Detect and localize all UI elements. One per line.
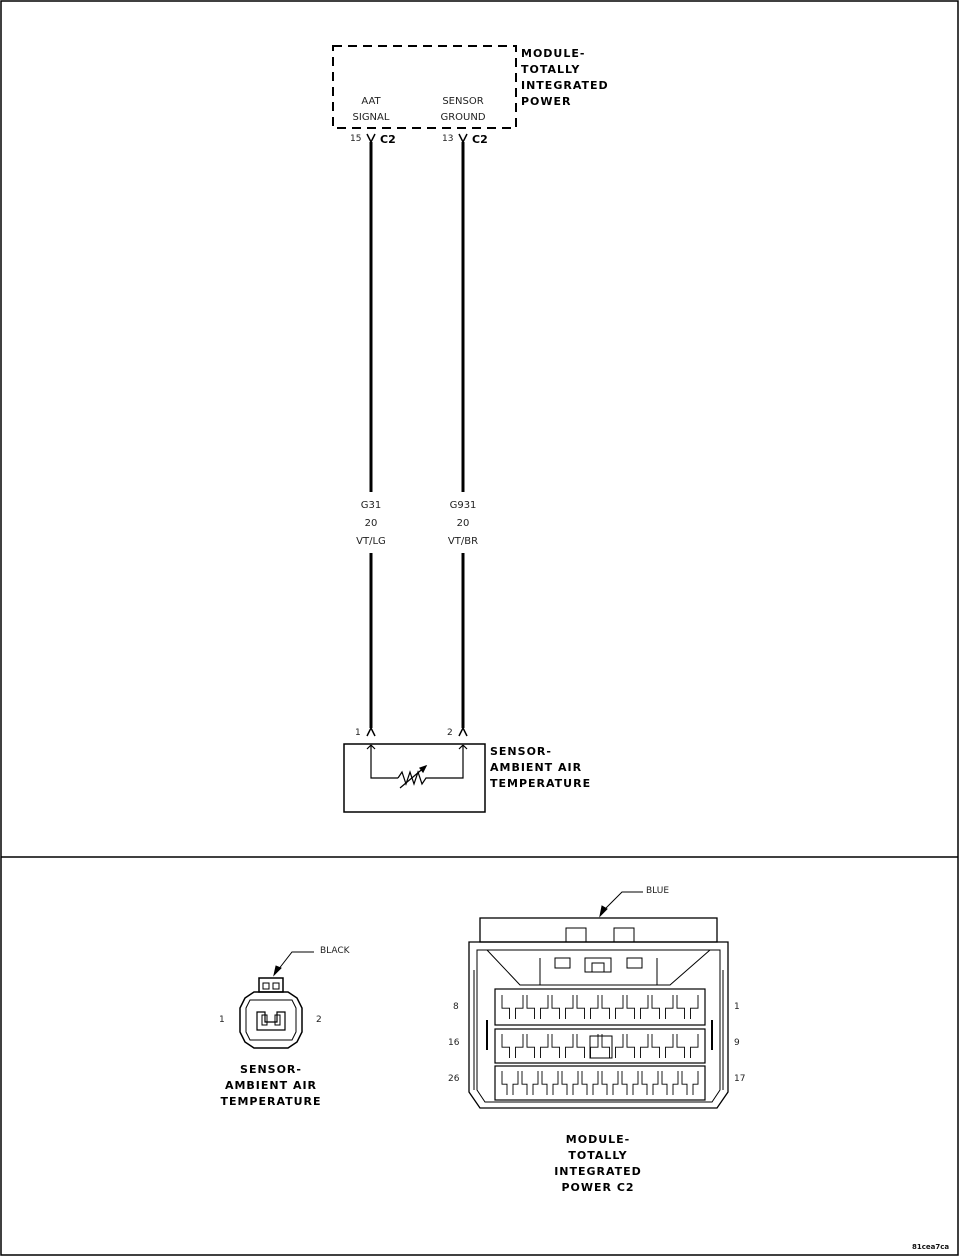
- module-connector-row2-right: 9: [734, 1038, 740, 1048]
- sensor-title: [490, 744, 591, 792]
- connector-cavity: [582, 1071, 598, 1095]
- figure-id: 81cea7ca: [912, 1243, 950, 1251]
- sensor-box: [344, 744, 485, 812]
- module-connector-view: [469, 918, 728, 1108]
- connector-cavity: [627, 1034, 648, 1058]
- pin-15-symbol: [367, 134, 375, 142]
- wire-g31-gauge: 20: [364, 518, 378, 529]
- module-connector-row3-right: 17: [734, 1074, 746, 1084]
- connector-cavity: [502, 1034, 523, 1058]
- connector-cavity: [522, 1071, 538, 1095]
- pin-15-number: 15: [350, 134, 362, 144]
- module-title-line-4: POWER: [521, 95, 572, 108]
- sensor-title-line-1: SENSOR-: [490, 745, 552, 758]
- module-connector-row2-left: 16: [448, 1038, 460, 1048]
- sensor-connector-title-line-2: AMBIENT AIR: [224, 1079, 318, 1092]
- module-title-line-1: MODULE-: [521, 47, 586, 60]
- sensor-connector-title-line-1: SENSOR-: [240, 1063, 302, 1076]
- module-title: [521, 46, 609, 110]
- connector-cavity: [682, 1071, 698, 1095]
- pin-13-connector: C2: [472, 133, 488, 146]
- connector-cavity: [552, 1034, 573, 1058]
- module-connector-title-line-4: POWER C2: [561, 1181, 635, 1194]
- module-title-line-2: TOTALLY: [521, 63, 581, 76]
- wire-g931-color: VT/BR: [447, 536, 479, 547]
- wire-g931-label: [433, 497, 493, 551]
- module-connector-title-line-1: MODULE-: [565, 1133, 631, 1146]
- blue-label-leader: [600, 892, 643, 916]
- sensor-title-line-3: TEMPERATURE: [490, 777, 592, 790]
- connector-cavity: [622, 1071, 638, 1095]
- module-connector-title: [528, 1132, 668, 1196]
- sensor-title-line-2: AMBIENT AIR: [490, 761, 583, 774]
- sensor-connector-view: [240, 978, 302, 1048]
- connector-cavity: [527, 995, 548, 1019]
- pin-13-label-line-2: GROUND: [440, 112, 486, 123]
- connector-cavities: [502, 995, 698, 1095]
- diagram-frame: [1, 1, 958, 1255]
- connector-cavity: [502, 995, 523, 1019]
- pin-15-label-line-2: SIGNAL: [352, 112, 390, 123]
- connector-cavity: [642, 1071, 658, 1095]
- module-connector-color: BLUE: [646, 886, 670, 896]
- connector-cavity: [677, 1034, 698, 1058]
- connector-cavity: [677, 995, 698, 1019]
- connector-cavity: [527, 1034, 548, 1058]
- thermistor-symbol: [367, 745, 467, 788]
- wire-g931-gauge: 20: [456, 518, 470, 529]
- connector-cavity: [662, 1071, 678, 1095]
- connector-cavity: [577, 1034, 598, 1058]
- pin-13-label: [433, 94, 493, 126]
- connector-cavity: [602, 1071, 618, 1095]
- wire-g931-circuit: G931: [449, 500, 477, 511]
- sensor-connector-title-line-3: TEMPERATURE: [220, 1095, 322, 1108]
- module-connector-row1-left: 8: [453, 1002, 459, 1012]
- module-title-line-3: INTEGRATED: [521, 79, 609, 92]
- module-connector-row3-left: 26: [448, 1074, 460, 1084]
- sensor-pin-2-symbol: [459, 728, 467, 736]
- connector-cavity: [502, 1071, 518, 1095]
- pin-15-label-line-1: AAT: [361, 96, 381, 107]
- sensor-pin-1-symbol: [367, 728, 375, 736]
- pin-15-connector: C2: [380, 133, 396, 146]
- connector-cavity: [602, 995, 623, 1019]
- sensor-connector-pin-2: 2: [316, 1015, 322, 1025]
- sensor-connector-title: [201, 1062, 341, 1110]
- connector-cavity: [542, 1071, 558, 1095]
- pin-13-symbol: [459, 134, 467, 142]
- connector-cavity: [652, 995, 673, 1019]
- module-connector-row1-right: 1: [734, 1002, 740, 1012]
- connector-cavity: [652, 1034, 673, 1058]
- pin-13-label-line-1: SENSOR: [442, 96, 484, 107]
- connector-cavity: [577, 995, 598, 1019]
- connector-cavity: [627, 995, 648, 1019]
- sensor-connector-pin-1: 1: [219, 1015, 225, 1025]
- wire-g31-color: VT/LG: [356, 536, 386, 547]
- black-label-leader: [274, 952, 314, 975]
- sensor-connector-color: BLACK: [320, 946, 350, 956]
- module-connector-title-line-2: TOTALLY: [568, 1149, 628, 1162]
- sensor-pin-1-number: 1: [355, 728, 361, 738]
- module-connector-title-line-3: INTEGRATED: [554, 1165, 642, 1178]
- wire-g31-label: [341, 497, 401, 551]
- connector-cavity: [552, 995, 573, 1019]
- wire-g31-circuit: G31: [360, 500, 382, 511]
- pin-13-number: 13: [442, 134, 454, 144]
- sensor-pin-2-number: 2: [447, 728, 453, 738]
- pin-15-label: [341, 94, 401, 126]
- connector-cavity: [562, 1071, 578, 1095]
